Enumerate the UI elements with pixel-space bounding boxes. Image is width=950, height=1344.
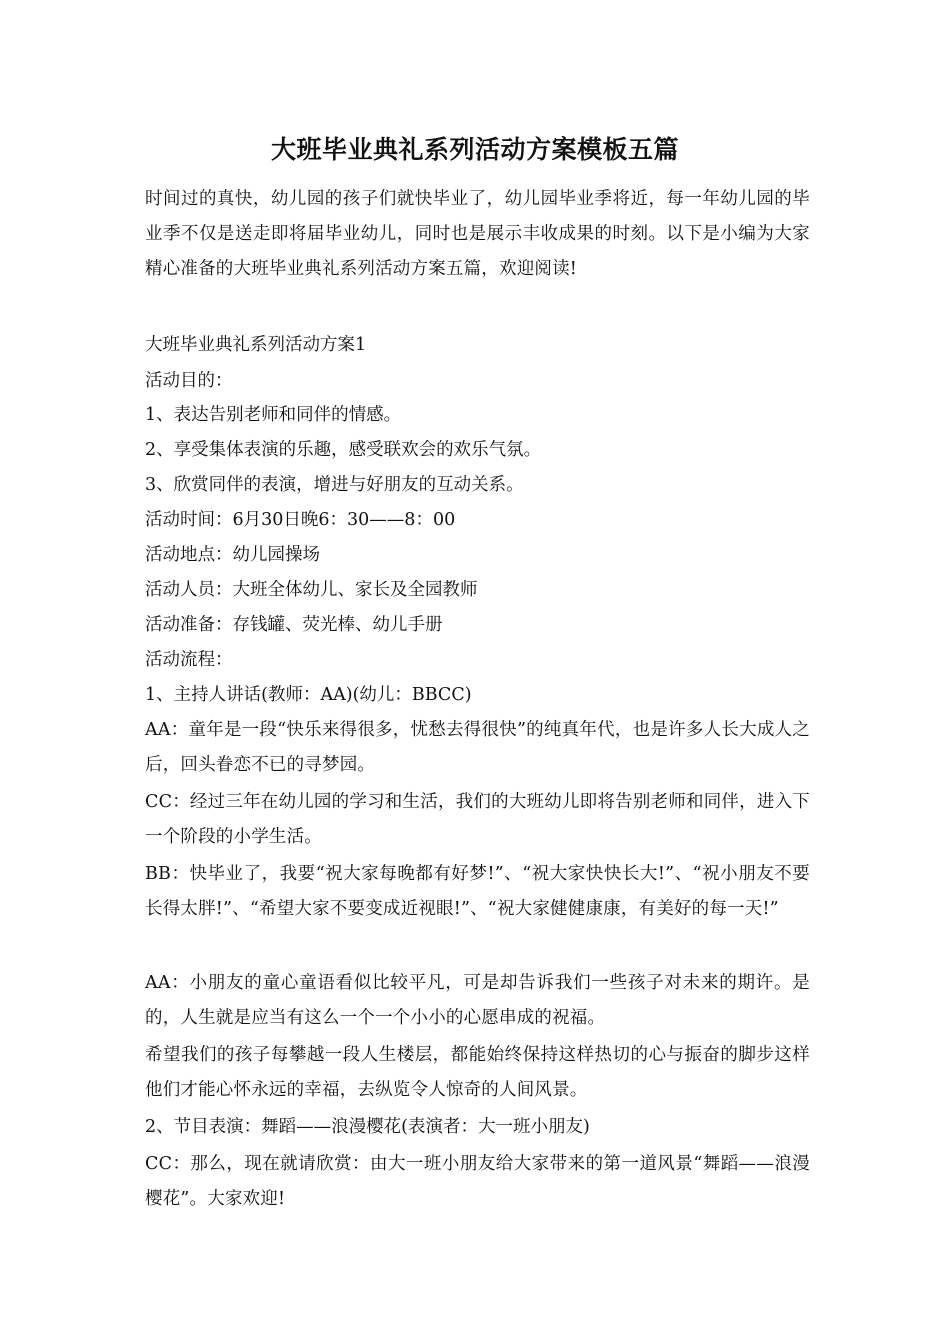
activity-time: 活动时间：6月30日晚6：30——8：00 bbox=[145, 510, 456, 530]
intro-paragraph: 时间过的真快，幼儿园的孩子们就快毕业了，幼儿园毕业季将近，每一年幼儿园的毕业季不仅是送走即将届毕业幼儿，同时也是展示丰收成果的时刻。以下是小编为大家精心准备的大班毕业典礼系列活动方案五篇，欢迎阅读! bbox=[145, 189, 810, 279]
hope-paragraph: 希望我们的孩子每攀越一段人生楼层，都能始终保持这样热切的心与振奋的脚步这样他们才能心怀永远的幸福，去纵览令人惊奇的人间风景。 bbox=[145, 1045, 810, 1100]
activity-location: 活动地点：幼儿园操场 bbox=[145, 545, 320, 565]
document-title: 大班毕业典礼系列活动方案模板五篇 bbox=[270, 135, 679, 164]
activity-preparation: 活动准备：存钱罐、荧光棒、幼儿手册 bbox=[145, 615, 443, 635]
process-step-2: 2、节目表演：舞蹈——浪漫樱花(表演者：大一班小朋友) bbox=[145, 1117, 590, 1137]
host-aa-speech-2: AA：小朋友的童心童语看似比较平凡，可是却告诉我们一些孩子对未来的期许。是的，人生就是应当有这么一个一个小小的心愿串成的祝福。 bbox=[145, 973, 810, 1028]
activity-goal-label: 活动目的： bbox=[145, 371, 233, 391]
host-cc-speech-2: CC：那么，现在就请欣赏：由大一班小朋友给大家带来的第一道风景“舞蹈——浪漫樱花”。大家欢迎! bbox=[145, 1154, 810, 1209]
activity-participants: 活动人员：大班全体幼儿、家长及全园教师 bbox=[145, 580, 478, 600]
activity-process-label: 活动流程： bbox=[145, 650, 233, 670]
goal-item-2: 2、享受集体表演的乐趣，感受联欢会的欢乐气氛。 bbox=[145, 440, 542, 460]
process-step-1: 1、主持人讲话(教师：AA)(幼儿：BBCC) bbox=[145, 685, 472, 705]
host-bb-speech-1: BB：快毕业了，我要“祝大家每晚都有好梦!”、“祝大家快快长大!”、“祝小朋友不要长得太胖!”、“希望大家不要变成近视眼!”、“祝大家健健康康，有美好的每一天!” bbox=[145, 864, 810, 919]
host-cc-speech-1: CC：经过三年在幼儿园的学习和生活，我们的大班幼儿即将告别老师和同伴，进入下一个阶段的小学生活。 bbox=[145, 792, 810, 847]
goal-item-3: 3、欣赏同伴的表演，增进与好朋友的互动关系。 bbox=[145, 475, 524, 495]
section-heading: 大班毕业典礼系列活动方案1 bbox=[145, 335, 367, 355]
host-aa-speech-1: AA：童年是一段“快乐来得很多，忧愁去得很快”的纯真年代，也是许多人长大成人之后，回头眷恋不已的寻梦园。 bbox=[145, 720, 810, 775]
goal-item-1: 1、表达告别老师和同伴的情感。 bbox=[145, 405, 402, 425]
